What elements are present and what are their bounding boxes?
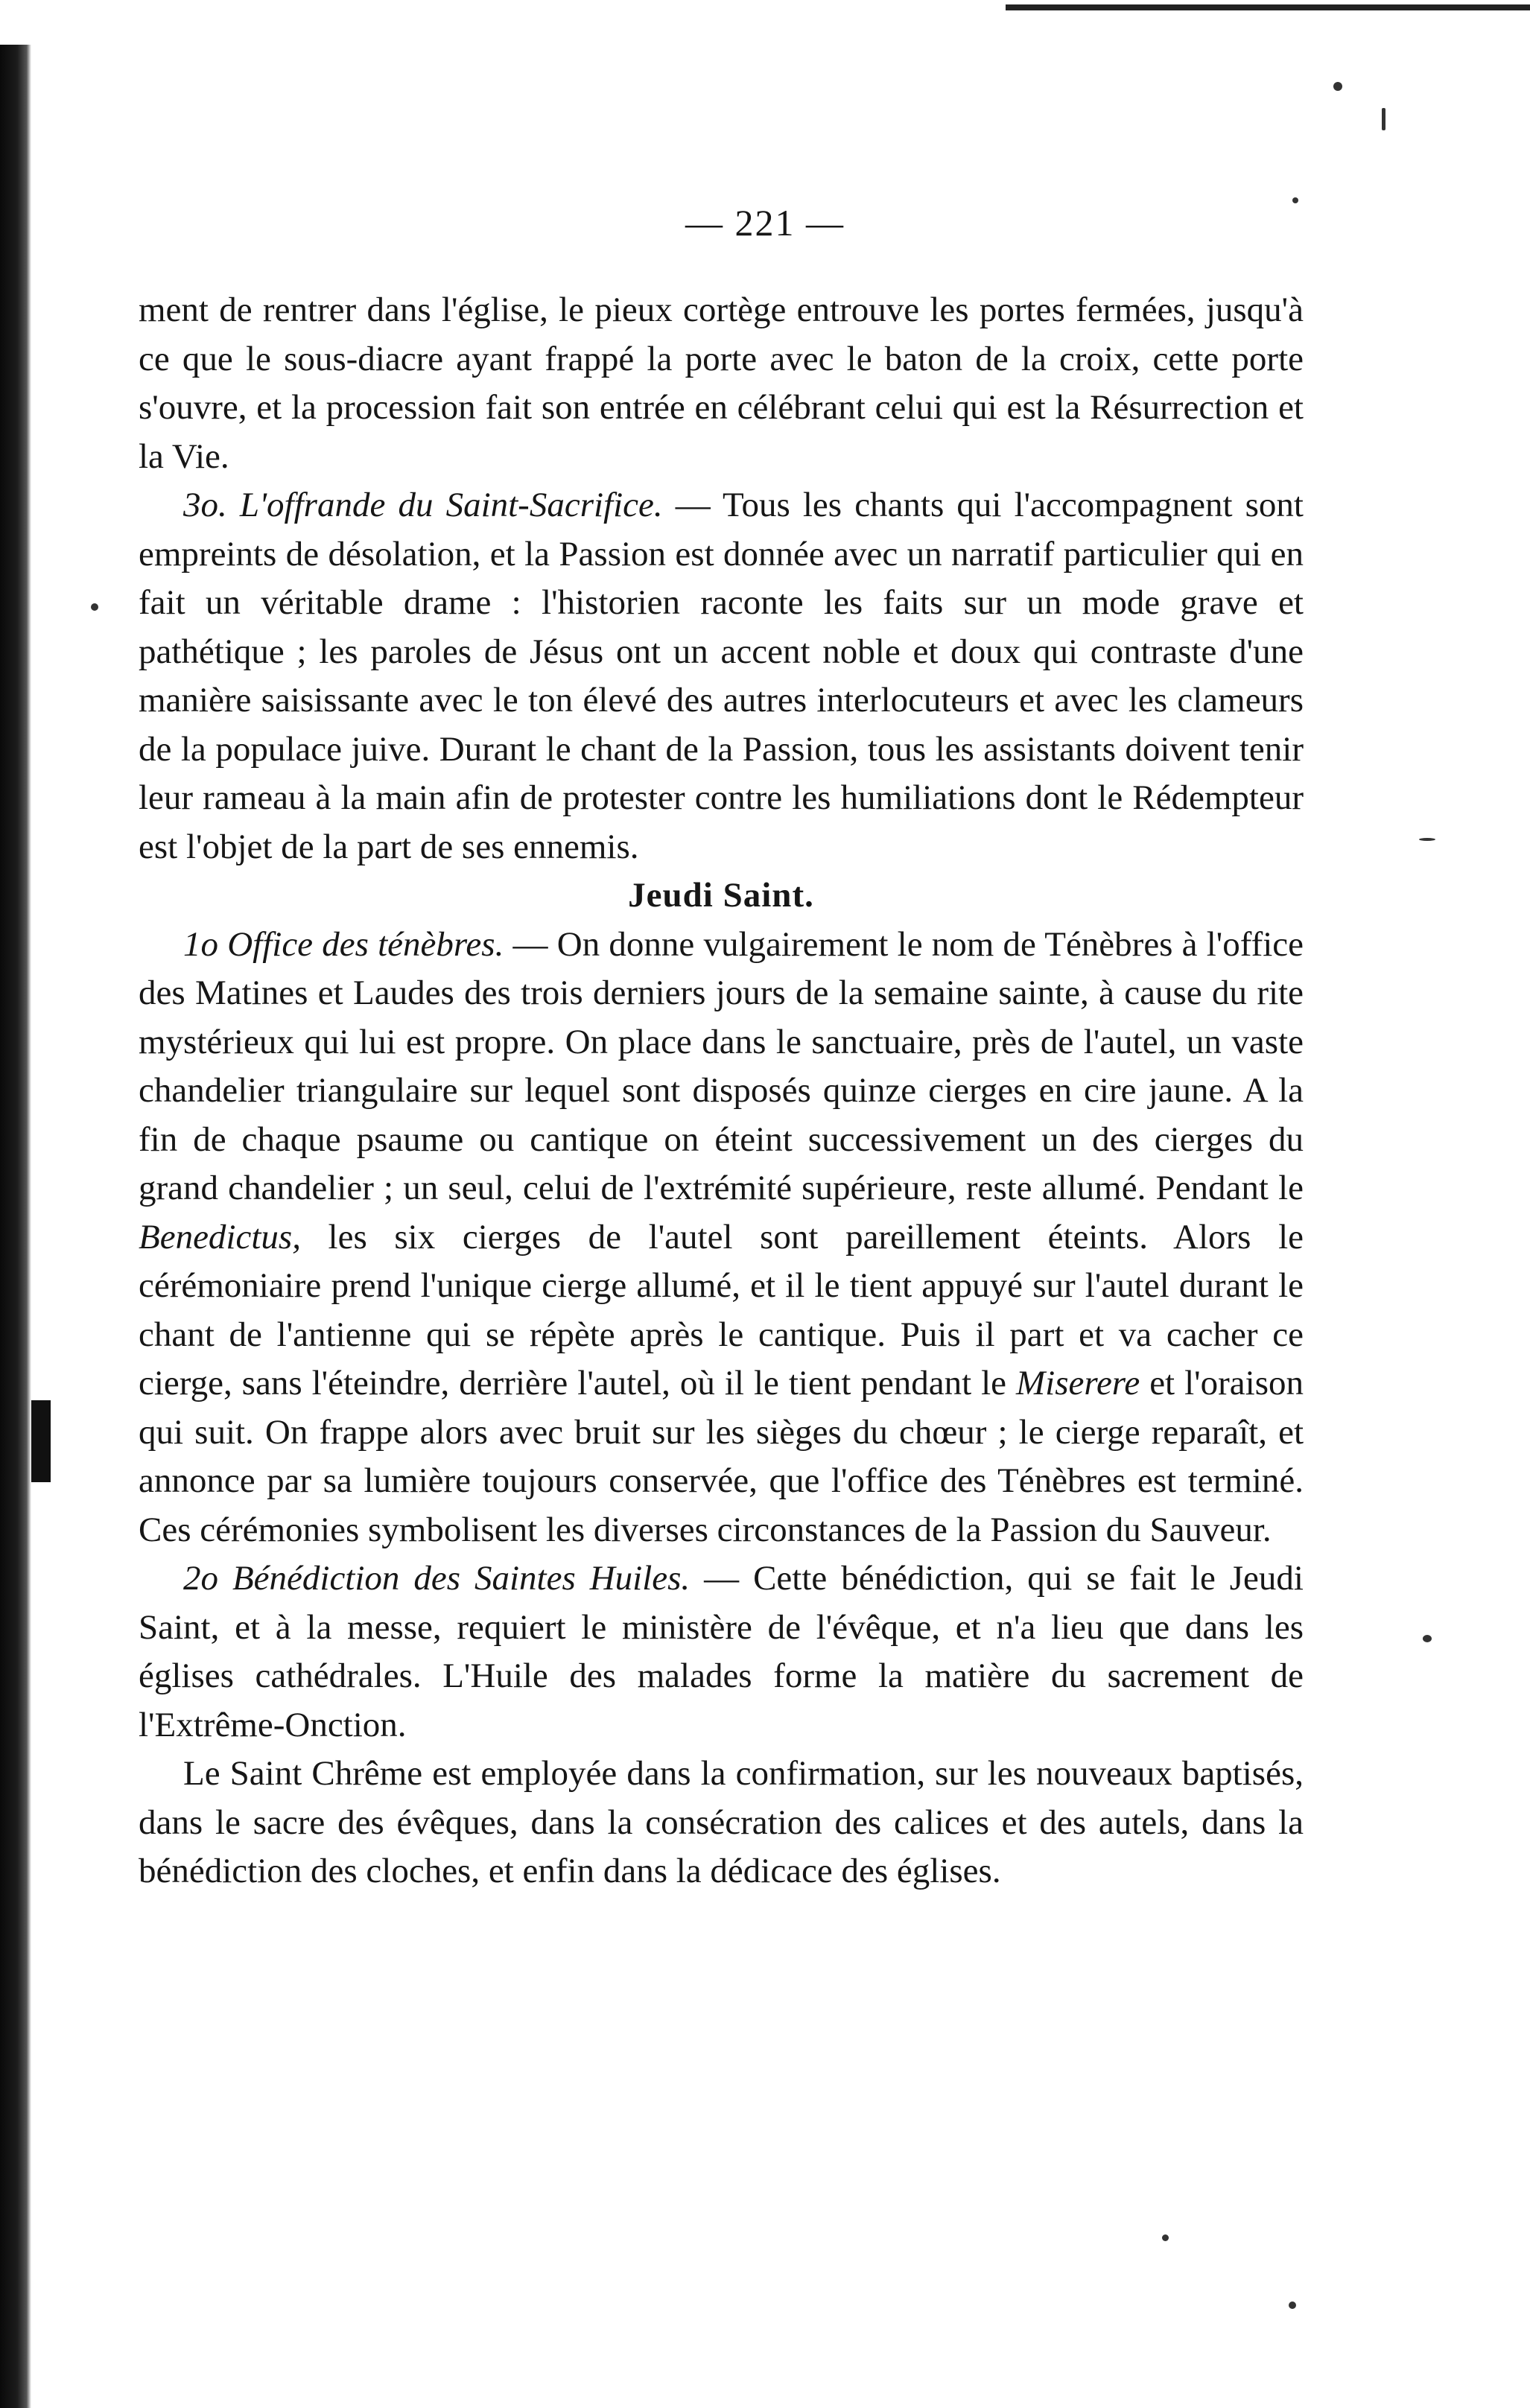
section-heading-jeudi-saint: Jeudi Saint. bbox=[628, 876, 814, 915]
word-benedictus: Benedictus, bbox=[139, 1217, 301, 1257]
scan-speck bbox=[1289, 2301, 1296, 2309]
scan-speck bbox=[1333, 82, 1342, 91]
item-text-tenebres-2: les six cierges de l'autel sont pareillement éteints. Alors le cérémoniaire prend l'unique cierge allumé, et il le tient appuyé sur l'autel durant le chant de l'antienne qui se répète après le cantique. Puis il part et va cacher ce cierge, sans l'éteindre, derrière l'autel, où il le tient pendant le bbox=[139, 1217, 1304, 1402]
page-number: — 221 — bbox=[685, 202, 845, 244]
scan-speck bbox=[1419, 838, 1435, 841]
scan-speck bbox=[1162, 2234, 1169, 2241]
item-text-saintes-huiles: — Cette bénédiction, qui se fait le Jeudi Saint, et à la messe, requiert le ministère de l'évêque, et n'a lieu que dans les églises cathédrales. L'Huile des malades forme la matière du sacrement de l'Extrême-Onction. bbox=[139, 1559, 1304, 1744]
spine-notch bbox=[31, 1400, 51, 1482]
item-text-tenebres-3: et l'oraison qui suit. On frappe alors avec bruit sur les sièges du chœur ; le cierge reparaît, et annonce par sa lumière toujours conservée, que l'office des Ténèbres est terminé. Ces cérémonies symbolisent les diverses circonstances de la Passion du Sauveur. bbox=[139, 1364, 1304, 1549]
page-top-edge bbox=[1006, 4, 1530, 10]
scan-speck bbox=[1423, 1635, 1432, 1642]
paragraph-offrande bbox=[139, 481, 1304, 871]
scan-speck bbox=[91, 603, 98, 611]
paragraph-tenebres bbox=[139, 921, 1304, 1555]
word-miserere: Miserere bbox=[1016, 1364, 1140, 1402]
paragraph-saintes-huiles bbox=[139, 1554, 1304, 1750]
paragraph-saint-chreme: Le Saint Chrême est employée dans la confirmation, sur les nouveaux baptisés, dans le sacre des évêques, dans la consécration des calices et des autels, dans la bénédiction des cloches, et enfin dans la dédicace des églises. bbox=[139, 1754, 1304, 1890]
item-title-offrande: 3o. L'offrande du Saint-Sacrifice. bbox=[183, 486, 663, 524]
item-text-tenebres: — On donne vulgairement le nom de Ténèbres à l'office des Matines et Laudes des trois derniers jours de la semaine sainte, à cause du rite mystérieux qui lui est propre. On place dans le sanctuaire, près de l'autel, un vaste chandelier triangulaire sur lequel sont disposés quinze cierges en cire jaune. A la fin de chaque psaume ou cantique on éteint successivement un des cierges du grand chandelier ; un seul, celui de l'extrémité supérieure, reste allumé. Pendant le bbox=[139, 924, 1304, 1207]
page-body bbox=[139, 286, 1304, 1896]
book-spine-shadow bbox=[0, 45, 31, 2408]
item-title-tenebres: 1o Office des ténèbres. bbox=[183, 924, 504, 964]
scan-speck bbox=[1292, 197, 1298, 203]
paragraph-continuation: ment de rentrer dans l'église, le pieux cortège entrouve les portes fermées, jusqu'à ce que le sous-diacre ayant frappé la porte avec le baton de la croix, cette porte s'ouvre, et la procession fait son entrée en célébrant celui qui est la Résurrection et la Vie. bbox=[139, 290, 1304, 476]
scan-speck bbox=[1382, 108, 1385, 130]
item-title-saintes-huiles: 2o Bénédiction des Saintes Huiles. bbox=[183, 1559, 691, 1598]
item-text-offrande: — Tous les chants qui l'accompagnent sont empreints de désolation, et la Passion est donnée avec un narratif particulier qui en fait un véritable drame : l'historien raconte les faits sur un mode grave et pathétique ; les paroles de Jésus ont un accent noble et doux qui contraste d'une manière saisissante avec le ton élevé des autres interlocuteurs et avec les clameurs de la populace juive. Durant le chant de la Passion, tous les assistants doivent tenir leur rameau à la main afin de protester contre les humiliations dont le Rédempteur est l'objet de la part de ses ennemis. bbox=[139, 486, 1304, 866]
